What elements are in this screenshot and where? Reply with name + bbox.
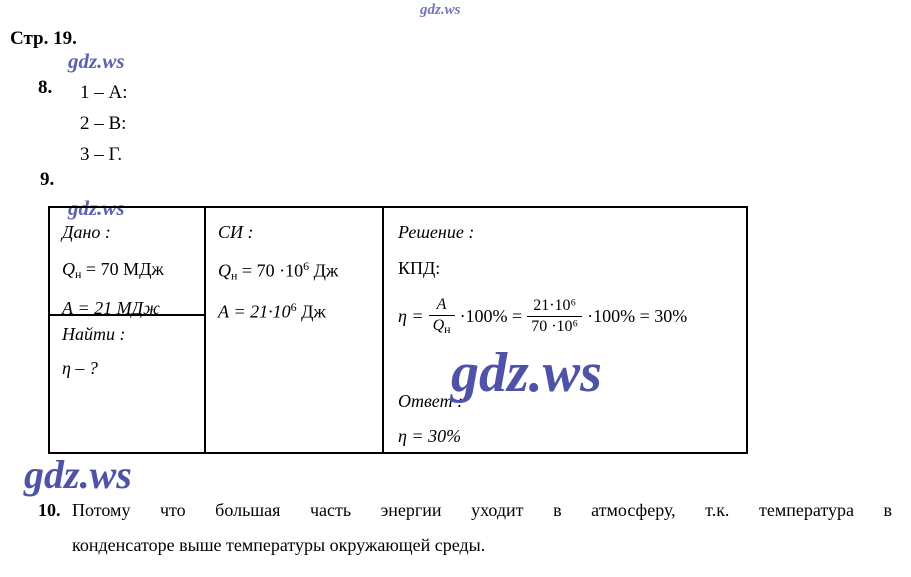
given-a-row: А = 21 МДж [62, 298, 160, 318]
task-8-number: 8. [38, 77, 53, 98]
si-q-subscript: н [231, 268, 238, 283]
task-8-answers [80, 77, 128, 170]
si-a-value-b: Дж [296, 301, 326, 322]
task-10-number: 10. [38, 500, 61, 520]
fraction-2-denominator: 70 ·10⁶ [527, 316, 582, 336]
si-a-value-a: А = 21·10 [218, 301, 291, 322]
fraction-1-den-symbol: Q [432, 317, 445, 334]
task-8-line-2: 2 – В: [80, 113, 127, 134]
si-q-exponent: 6 [303, 259, 310, 273]
solution-kpd-label: КПД: [398, 258, 441, 278]
given-q-symbol: Q [62, 259, 75, 279]
task-10-line-1: Потому что большая часть энергии уходит в атмосферу, т.к. температура в [72, 500, 892, 520]
formula-fraction-2 [527, 297, 582, 336]
si-q-row [218, 259, 370, 284]
task-8-line-3: 3 – Г. [80, 144, 123, 165]
formula-mult-2: ·100% = 30% [587, 306, 688, 326]
table-column-si [206, 208, 384, 452]
task-9-number: 9. [40, 169, 55, 190]
given-header: Дано : [62, 222, 111, 242]
si-a-exponent: 6 [290, 299, 297, 314]
page-label: Стр. 19. [10, 28, 77, 49]
watermark-small-1: gdz.ws [68, 49, 125, 73]
formula-fraction-1 [429, 296, 455, 337]
formula-mult-1: ·100% = [459, 306, 523, 326]
task-10-line-2: конденсаторе выше температуры окружающей среды. [72, 535, 486, 555]
si-a-row [218, 300, 370, 323]
answer-value: η = 30% [398, 426, 462, 446]
task-9-table [48, 206, 748, 454]
given-divider [50, 314, 204, 316]
si-header: СИ : [218, 222, 254, 242]
task-8-line-1: 1 – А: [80, 82, 128, 103]
table-column-given [50, 208, 206, 452]
given-q-row [62, 259, 192, 282]
formula-eta: η = [398, 306, 424, 326]
watermark-big-1: gdz.ws [451, 342, 602, 404]
find-header: Найти : [62, 324, 126, 344]
given-q-subscript: н [75, 267, 82, 281]
given-q-value: = 70 МДж [81, 259, 164, 279]
watermark-big-2: gdz.ws [24, 452, 132, 497]
si-q-value-b: Дж [309, 260, 339, 281]
si-q-value-a: = 70 ·10 [237, 260, 304, 281]
watermark-small-2: gdz.ws [68, 196, 125, 220]
fraction-1-denominator [429, 315, 455, 337]
fraction-2-numerator: 21·10⁶ [533, 297, 577, 314]
find-value: η – ? [62, 358, 98, 378]
si-q-symbol: Q [218, 260, 231, 281]
table-column-solution [384, 208, 746, 452]
answer-label: Ответ : [398, 391, 464, 411]
watermark-top: gdz.ws [420, 2, 461, 18]
fraction-1-den-subscript: н [444, 322, 451, 336]
solution-formula [398, 296, 687, 337]
solution-header: Решение : [398, 222, 475, 242]
fraction-1-numerator: А [436, 296, 447, 313]
